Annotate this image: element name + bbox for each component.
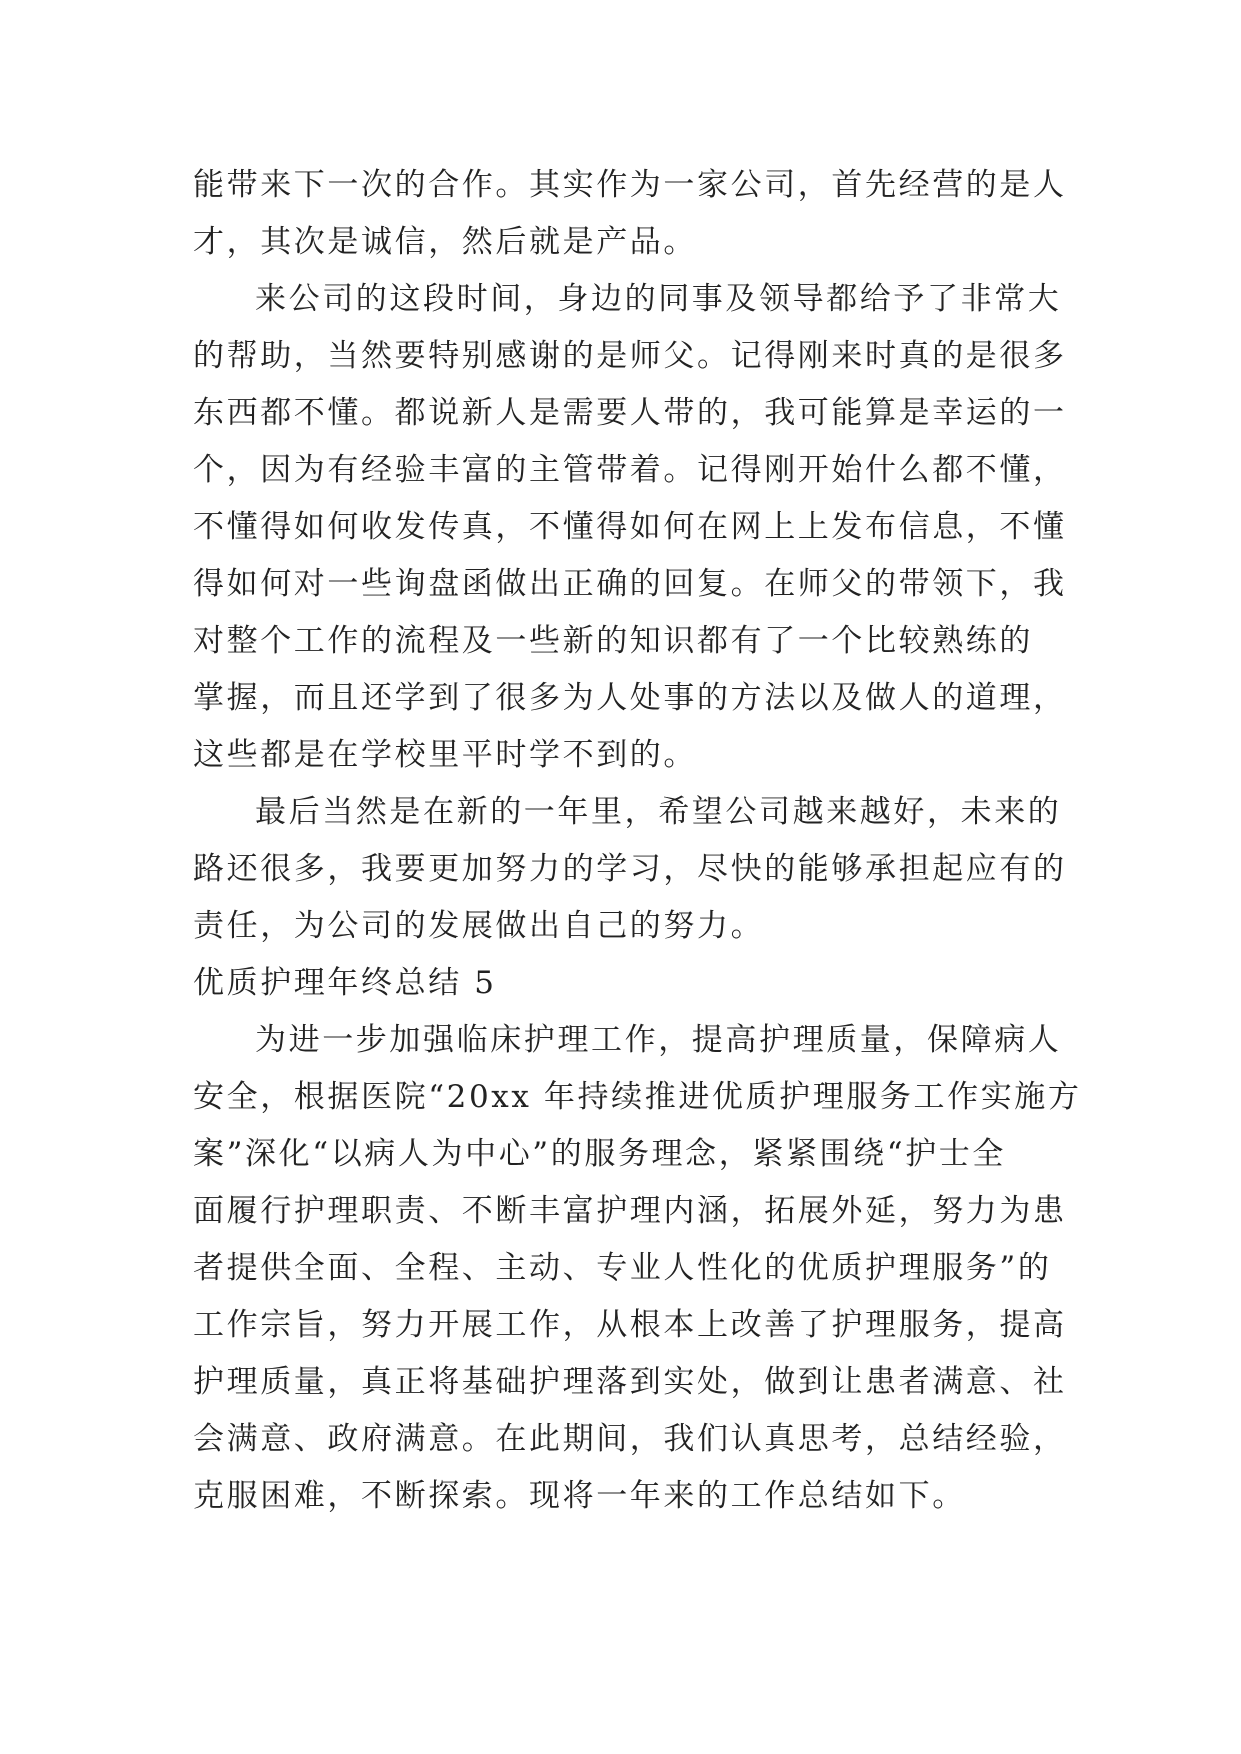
text-line: 不懂得如何收发传真，不懂得如何在网上上发布信息，不懂 [193, 509, 1067, 545]
text-line: 路还很多，我要更加努力的学习，尽快的能够承担起应有的 [193, 851, 1067, 887]
text-line: 的帮助，当然要特别感谢的是师父。记得刚来时真的是很多 [193, 338, 1067, 374]
text-line: 面履行护理职责、不断丰富护理内涵，拓展外延，努力为患 [193, 1193, 1067, 1229]
text-line: 才，其次是诚信，然后就是产品。 [193, 224, 697, 260]
section-heading: 优质护理年终总结 5 [193, 965, 497, 1001]
paragraph-start: 最后当然是在新的一年里，希望公司越来越好，未来的 [255, 794, 1062, 830]
text-line: 得如何对一些询盘函做出正确的回复。在师父的带领下，我 [193, 566, 1067, 602]
text-line: 安全，根据医院“20xx 年持续推进优质护理服务工作实施方 [193, 1079, 1082, 1115]
text-line: 会满意、政府满意。在此期间，我们认真思考，总结经验， [193, 1421, 1067, 1457]
text-line: 案”深化“以病人为中心”的服务理念，紧紧围绕“护士全 [193, 1136, 1006, 1172]
text-line: 者提供全面、全程、主动、专业人性化的优质护理服务”的 [193, 1250, 1052, 1286]
text-line: 护理质量，真正将基础护理落到实处，做到让患者满意、社 [193, 1364, 1067, 1400]
text-line: 掌握，而且还学到了很多为人处事的方法以及做人的道理， [193, 680, 1067, 716]
text-line: 能带来下一次的合作。其实作为一家公司，首先经营的是人 [193, 167, 1067, 203]
text-line: 工作宗旨，努力开展工作，从根本上改善了护理服务，提高 [193, 1307, 1067, 1343]
text-line: 东西都不懂。都说新人是需要人带的，我可能算是幸运的一 [193, 395, 1067, 431]
text-line: 这些都是在学校里平时学不到的。 [193, 737, 697, 773]
text-line: 克服困难，不断探索。现将一年来的工作总结如下。 [193, 1478, 966, 1514]
paragraph-start: 来公司的这段时间，身边的同事及领导都给予了非常大 [255, 281, 1062, 317]
text-line: 责任，为公司的发展做出自己的努力。 [193, 908, 765, 944]
text-line: 对整个工作的流程及一些新的知识都有了一个比较熟练的 [193, 623, 1033, 659]
text-line: 个，因为有经验丰富的主管带着。记得刚开始什么都不懂， [193, 452, 1067, 488]
paragraph-start: 为进一步加强临床护理工作，提高护理质量，保障病人 [255, 1022, 1062, 1058]
